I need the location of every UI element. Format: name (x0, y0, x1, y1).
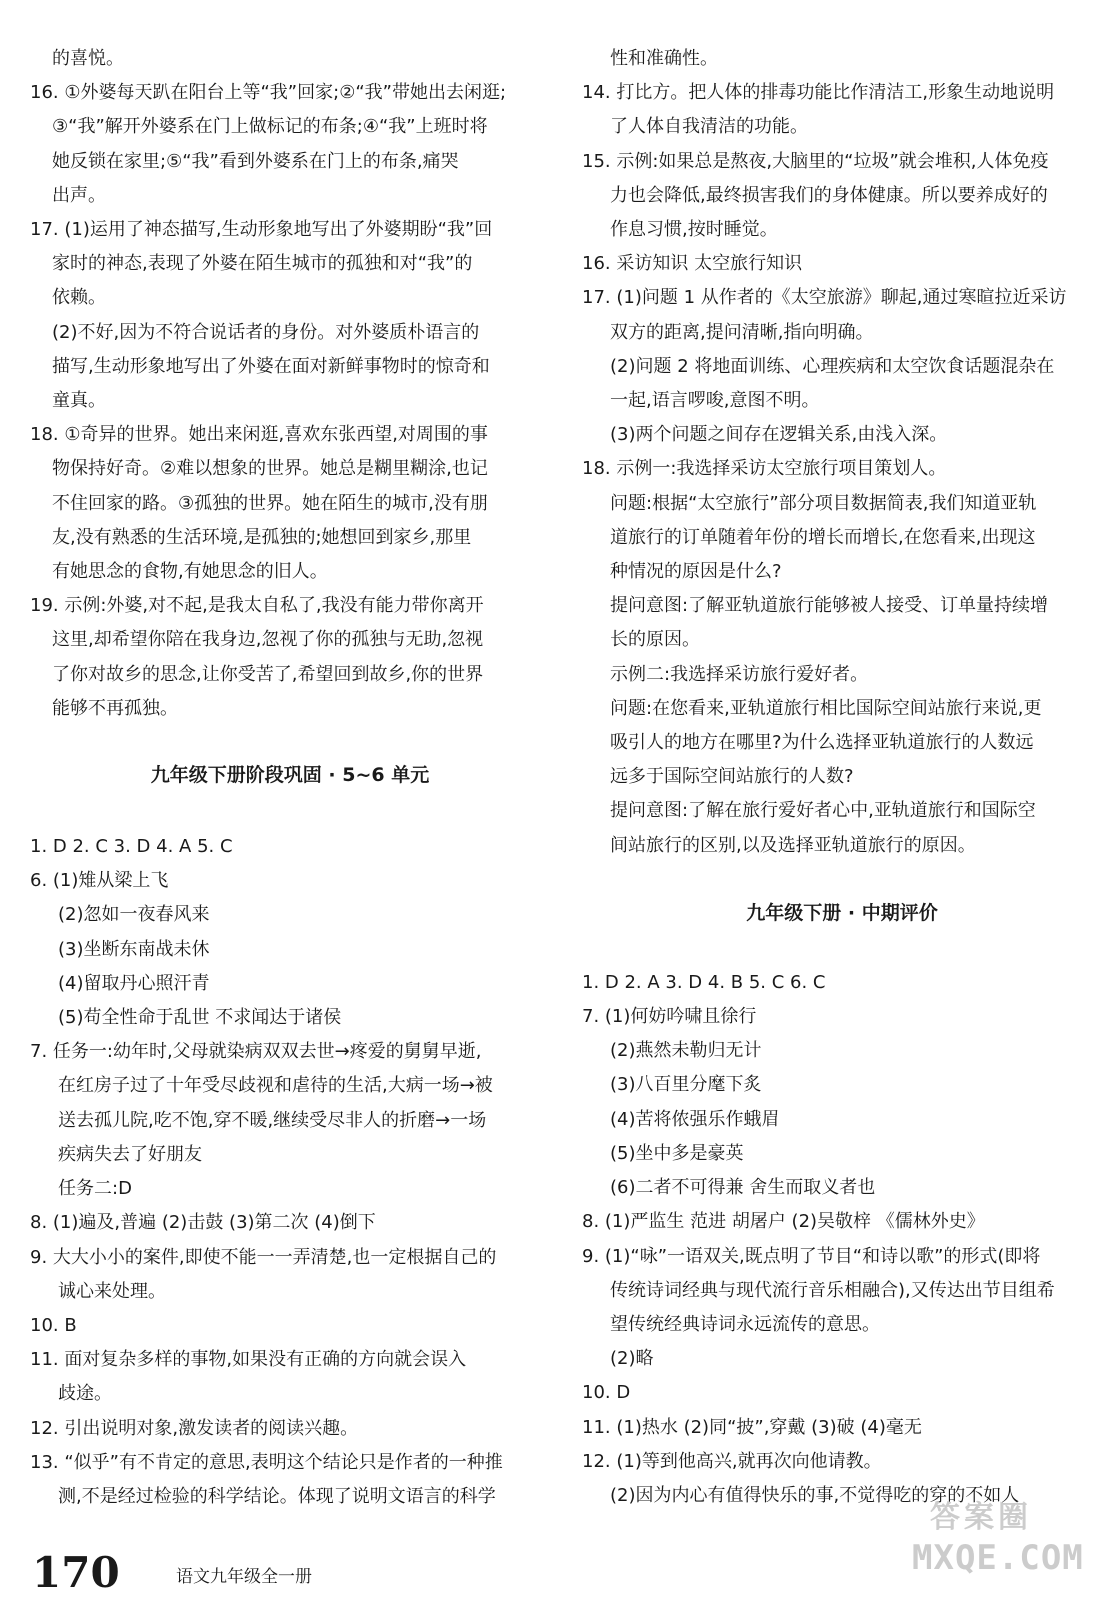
text-line: 7. (1)何妨吟啸且徐行 (582, 1006, 757, 1028)
text-line: 16. ①外婆每天趴在阳台上等“我”回家;②“我”带她出去闲逛; (30, 82, 507, 104)
text-line: 12. 引出说明对象,激发读者的阅读兴趣。 (30, 1417, 359, 1439)
right-block-2 (582, 966, 1102, 1513)
book-title: 语文九年级全一册 (176, 1567, 312, 1587)
text-line: (4)苦将侬强乐作蛾眉 (610, 1108, 780, 1130)
text-line: 家时的神态,表现了外婆在陌生城市的孤独和对“我”的 (52, 253, 473, 275)
watermark-mark: 答案圈 (930, 1500, 1032, 1535)
text-line: 能够不再孤独。 (52, 697, 178, 719)
text-line: 9. 大大小小的案件,即使不能一一弄清楚,也一定根据自己的 (30, 1246, 497, 1268)
text-line: 16. 采访知识 太空旅行知识 (582, 253, 803, 275)
text-line: 歧途。 (58, 1383, 112, 1405)
text-line: 7. 任务一:幼年时,父母就染病双双去世→疼爱的舅舅早逝, (30, 1041, 482, 1063)
watermark-logo (912, 1486, 1102, 1596)
text-line: 8. (1)遍及,普遍 (2)击鼓 (3)第二次 (4)倒下 (30, 1212, 376, 1234)
text-line: 提问意图:了解在旅行爱好者心中,亚轨道旅行和国际空 (610, 800, 1036, 822)
text-line: 她反锁在家里;⑤“我”看到外婆系在门上的布条,痛哭 (52, 150, 459, 172)
text-line: 在红房子过了十年受尽歧视和虐待的生活,大病一场→被 (58, 1075, 493, 1097)
text-line: 望传统经典诗词永远流传的意思。 (610, 1313, 880, 1335)
text-line: 17. (1)问题 1 从作者的《太空旅游》聊起,通过寒暄拉近采访 (582, 287, 1067, 309)
text-line: 问题:在您看来,亚轨道旅行相比国际空间站旅行来说,更 (610, 697, 1042, 719)
text-line: 12. (1)等到他高兴,就再次向他请教。 (582, 1450, 882, 1472)
text-line: 17. (1)运用了神态描写,生动形象地写出了外婆期盼“我”回 (30, 219, 493, 241)
text-line: 一起,语言啰唆,意图不明。 (610, 390, 820, 412)
text-line: 15. 示例:如果总是熬夜,大脑里的“垃圾”就会堆积,人体免疫 (582, 150, 1049, 172)
right-block-1 (582, 42, 1102, 863)
text-line: (3)坐断东南战未休 (58, 938, 210, 960)
right-column (582, 42, 1102, 1513)
text-line: 1. D 2. C 3. D 4. A 5. C (30, 836, 233, 858)
text-line: (2)略 (610, 1348, 654, 1370)
text-line: 9. (1)“咏”一语双关,既点明了节目“和诗以歌”的形式(即将 (582, 1245, 1041, 1267)
text-line: 示例二:我选择采访旅行爱好者。 (610, 663, 869, 685)
section-title: 九年级下册阶段巩固 · 5~6 单元 (150, 764, 430, 787)
section-title: 九年级下册 · 中期评价 (746, 901, 938, 924)
text-line: 间站旅行的区别,以及选择亚轨道旅行的原因。 (610, 834, 976, 856)
text-line: 吸引人的地方在哪里?为什么选择亚轨道旅行的人数远 (610, 732, 1034, 754)
text-line: (2)燕然未勒归无计 (610, 1040, 762, 1062)
text-line: (5)苟全性命于乱世 不求闻达于诸侯 (58, 1007, 342, 1029)
text-line: 了你对故乡的思念,让你受苦了,希望回到故乡,你的世界 (52, 663, 484, 685)
text-line: 10. D (582, 1382, 631, 1404)
watermark-site: MXQE.COM (912, 1538, 1084, 1578)
text-line: 提问意图:了解亚轨道旅行能够被人接受、订单量持续增 (610, 595, 1049, 617)
text-line: 1. D 2. A 3. D 4. B 5. C 6. C (582, 971, 826, 993)
text-line: 诚心来处理。 (58, 1280, 166, 1302)
text-line: 道旅行的订单随着年份的增长而增长,在您看来,出现这 (610, 526, 1036, 548)
text-line: 传统诗词经典与现代流行音乐相融合),又传达出节目组希 (610, 1279, 1055, 1301)
left-block-1 (30, 42, 550, 726)
text-line: 19. 示例:外婆,对不起,是我太自私了,我没有能力带你离开 (30, 595, 484, 617)
text-line: 11. 面对复杂多样的事物,如果没有正确的方向就会误入 (30, 1349, 467, 1371)
text-line: 11. (1)热水 (2)同“披”,穿戴 (3)破 (4)毫无 (582, 1416, 922, 1438)
text-line: 的喜悦。 (52, 48, 124, 69)
text-line: 物保持好奇。②难以想象的世界。她总是糊里糊涂,也记 (52, 458, 488, 480)
text-line: 描写,生动形象地写出了外婆在面对新鲜事物时的惊奇和 (52, 355, 490, 377)
text-line: 任务二:D (58, 1178, 132, 1200)
text-line: 8. (1)严监生 范进 胡屠户 (2)吴敬梓 《儒林外史》 (582, 1211, 985, 1233)
text-line: ③“我”解开外婆系在门上做标记的布条;④“我”上班时将 (52, 116, 488, 138)
text-line: 14. 打比方。把人体的排毒功能比作清洁工,形象生动地说明 (582, 82, 1055, 104)
text-line: 双方的距离,提问清晰,指向明确。 (610, 321, 874, 343)
text-line: 长的原因。 (610, 629, 700, 651)
text-line: 10. B (30, 1314, 77, 1336)
text-line: (2)因为内心有值得快乐的事,不觉得吃的穿的不如人 (610, 1484, 1020, 1506)
text-line: (3)八百里分麾下炙 (610, 1074, 762, 1096)
text-line: 18. 示例一:我选择采访太空旅行项目策划人。 (582, 458, 947, 480)
text-line: 疾病失去了好朋友 (58, 1143, 202, 1165)
text-line: (5)坐中多是豪英 (610, 1142, 744, 1164)
text-line: 13. “似乎”有不肯定的意思,表明这个结论只是作者的一种推 (30, 1451, 503, 1473)
left-column (30, 42, 550, 1514)
text-line: (6)二者不可得兼 舍生而取义者也 (610, 1177, 876, 1199)
text-line: 性和准确性。 (610, 48, 718, 69)
text-line: 远多于国际空间站旅行的人数? (610, 766, 854, 788)
text-line: 6. (1)雉从梁上飞 (30, 870, 169, 892)
text-line: 18. ①奇异的世界。她出来闲逛,喜欢东张西望,对周围的事 (30, 424, 488, 446)
text-line: 这里,却希望你陪在我身边,忽视了你的孤独与无助,忽视 (52, 629, 484, 651)
text-line: 种情况的原因是什么? (610, 561, 782, 583)
text-line: 依赖。 (52, 287, 106, 309)
text-line: 不住回家的路。③孤独的世界。她在陌生的城市,没有朋 (52, 492, 488, 514)
text-line: (2)问题 2 将地面训练、心理疾病和太空饮食话题混杂在 (610, 355, 1055, 377)
left-block-2 (30, 830, 550, 1514)
text-line: 作息习惯,按时睡觉。 (610, 219, 778, 241)
text-line: (3)两个问题之间存在逻辑关系,由浅入深。 (610, 424, 948, 446)
text-line: (2)忽如一夜春风来 (58, 904, 210, 926)
text-line: (2)不好,因为不符合说话者的身份。对外婆质朴语言的 (52, 321, 480, 343)
text-line: 出声。 (52, 184, 106, 206)
text-line: 问题:根据“太空旅行”部分项目数据简表,我们知道亚轨 (610, 492, 1037, 514)
text-line: 友,没有熟悉的生活环境,是孤独的;她想回到家乡,那里 (52, 526, 472, 548)
text-line: (4)留取丹心照汗青 (58, 972, 210, 994)
text-line: 有她思念的食物,有她思念的旧人。 (52, 561, 328, 583)
page-number: 170 (32, 1548, 120, 1597)
text-line: 力也会降低,最终损害我们的身体健康。所以要养成好的 (610, 184, 1048, 206)
text-line: 童真。 (52, 390, 106, 412)
text-line: 了人体自我清洁的功能。 (610, 116, 808, 138)
text-line: 测,不是经过检验的科学结论。体现了说明文语言的科学 (58, 1485, 496, 1507)
text-line: 送去孤儿院,吃不饱,穿不暖,继续受尽非人的折磨→一场 (58, 1109, 487, 1131)
